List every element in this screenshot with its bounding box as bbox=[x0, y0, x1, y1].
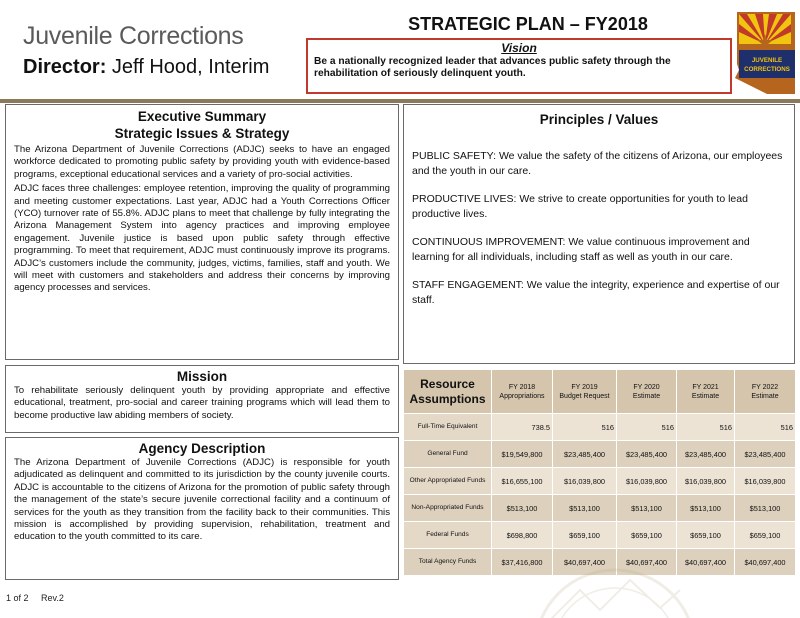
table-row bbox=[404, 468, 796, 495]
logo-text-line1: JUVENILE bbox=[751, 57, 783, 64]
agency-name: Juvenile Corrections bbox=[23, 22, 244, 50]
vision-box bbox=[306, 38, 732, 94]
agency-description-text: The Arizona Department of Juvenile Corrections (ADJC) is responsible for youth adjudicated as delinquent and committed to its jurisdiction by the county juvenile courts. ADJC is accountable to the citizens of Arizona for the promotion of public safety through the management of the state’s secure juvenile correctional facility and a continuum of services for the youth as they transition from the facility back to their communities. This mission is accomplished by providing supervision, rehabilitation, treatment and education to the youth committed to its care. bbox=[14, 457, 390, 543]
table-cell: $23,485,400 bbox=[553, 441, 617, 468]
table-cell: $513,100 bbox=[677, 495, 735, 522]
agency-description-title: Agency Description bbox=[138, 441, 266, 456]
principle-productive-lives: PRODUCTIVE LIVES: We strive to create opportunities for youth to lead productive lives. bbox=[412, 193, 748, 220]
vision-title: Vision bbox=[501, 41, 537, 55]
table-cell: 738.5 bbox=[492, 414, 553, 441]
table-cell: $659,100 bbox=[617, 522, 677, 549]
executive-summary-panel bbox=[5, 104, 399, 360]
table-cell: $16,655,100 bbox=[492, 468, 553, 495]
executive-summary-paragraph-1: The Arizona Department of Juvenile Corrections (ADJC) seeks to have an engaged workforce dedicated to promoting public safety by providing youth with evidence-based programs, exceptional educational services and a variety of pro-social activities. bbox=[14, 144, 390, 180]
table-cell: $513,100 bbox=[553, 495, 617, 522]
table-cell: $37,416,800 bbox=[492, 549, 553, 576]
table-cell: $659,100 bbox=[677, 522, 735, 549]
table-cell: $23,485,400 bbox=[735, 441, 796, 468]
plan-title: STRATEGIC PLAN – FY2018 bbox=[408, 14, 648, 34]
agency-description-panel bbox=[5, 437, 399, 580]
row-label: Other Appropriated Funds bbox=[404, 468, 492, 495]
mission-text: To rehabilitate seriously delinquent youth by providing appropriate and effective educational, treatment, pro-social and career training programs which will lead them to become productive law abiding members of society. bbox=[14, 385, 390, 421]
table-header-row bbox=[404, 370, 796, 414]
table-cell: $659,100 bbox=[735, 522, 796, 549]
resource-assumptions-table bbox=[403, 369, 796, 576]
table-cell: $23,485,400 bbox=[617, 441, 677, 468]
table-cell: $659,100 bbox=[553, 522, 617, 549]
principles-panel bbox=[403, 104, 795, 364]
table-row bbox=[404, 441, 796, 468]
column-header: FY 2020 Estimate bbox=[617, 370, 677, 414]
table-cell: 516 bbox=[553, 414, 617, 441]
table-cell: $40,697,400 bbox=[677, 549, 735, 576]
seal-watermark bbox=[430, 560, 800, 618]
row-label: Federal Funds bbox=[404, 522, 492, 549]
row-label: Non-Appropriated Funds bbox=[404, 495, 492, 522]
column-header: FY 2021 Estimate bbox=[677, 370, 735, 414]
director-line bbox=[23, 56, 269, 79]
table-cell: 516 bbox=[617, 414, 677, 441]
table-row bbox=[404, 522, 796, 549]
principles-title: Principles / Values bbox=[539, 112, 659, 127]
table-cell: $16,039,800 bbox=[553, 468, 617, 495]
table-cell: $513,100 bbox=[735, 495, 796, 522]
executive-summary-paragraph-2: ADJC faces three challenges: employee retention, improving the quality of programming and meeting customer expectations. Last year, ADJC had a Youth Corrections Officer (YCO) turnover rate of 55.8%. ADJC plans to meet that challenge by fully integrating the Arizona Management System into agency practices and improving employee engagement. Juvenile justice is based upon public safety through effective programming. To meet that requirement, ADJC must continuously improve its programs. ADJC’s customers include the community, judges, victims, families, staff and youth. We will meet with customers and stakeholders and address their concerns by improving agency processes and services. bbox=[14, 183, 390, 294]
logo-text-line2: CORRECTIONS bbox=[744, 66, 790, 73]
row-label: General Fund bbox=[404, 441, 492, 468]
row-label: Full-Time Equivalent bbox=[404, 414, 492, 441]
table-cell: $40,697,400 bbox=[553, 549, 617, 576]
table-cell: $513,100 bbox=[617, 495, 677, 522]
principle-continuous-improvement: CONTINUOUS IMPROVEMENT: We value continuous improvement and learning for all individuals, including staff as well as youth in our care. bbox=[412, 236, 750, 263]
row-label: Total Agency Funds bbox=[404, 549, 492, 576]
table-cell: 516 bbox=[735, 414, 796, 441]
table-row bbox=[404, 495, 796, 522]
column-header: FY 2018 Appropriations bbox=[492, 370, 553, 414]
executive-summary-subtitle: Strategic Issues & Strategy bbox=[114, 126, 290, 141]
table-cell: $513,100 bbox=[492, 495, 553, 522]
page-number: 1 of 2 bbox=[6, 593, 29, 603]
table-cell: $23,485,400 bbox=[677, 441, 735, 468]
revision-label: Rev.2 bbox=[41, 593, 64, 603]
table-cell: $40,697,400 bbox=[735, 549, 796, 576]
logo-banner bbox=[739, 50, 795, 78]
table-cell: $698,800 bbox=[492, 522, 553, 549]
table-cell: 516 bbox=[677, 414, 735, 441]
mission-panel bbox=[5, 365, 399, 433]
table-cell: $40,697,400 bbox=[617, 549, 677, 576]
header-divider bbox=[0, 99, 800, 103]
principle-public-safety: PUBLIC SAFETY: We value the safety of the citizens of Arizona, our employees and the youth in our care. bbox=[412, 150, 783, 177]
resource-assumptions-header: Resource Assumptions bbox=[404, 370, 492, 414]
column-header: FY 2019 Budget Request bbox=[553, 370, 617, 414]
column-header: FY 2022 Estimate bbox=[735, 370, 796, 414]
table-row bbox=[404, 414, 796, 441]
executive-summary-title: Executive Summary bbox=[137, 109, 267, 124]
vision-text: Be a nationally recognized leader that advances public safety through the rehabilitation of seriously delinquent youth. bbox=[314, 56, 671, 79]
director-name: Jeff Hood, Interim bbox=[111, 56, 270, 78]
mission-title: Mission bbox=[176, 369, 228, 384]
table-cell: $16,039,800 bbox=[677, 468, 735, 495]
table-cell: $16,039,800 bbox=[735, 468, 796, 495]
director-label: Director: bbox=[23, 56, 107, 78]
arizona-state-logo bbox=[733, 10, 799, 96]
table-cell: $16,039,800 bbox=[617, 468, 677, 495]
principle-staff-engagement: STAFF ENGAGEMENT: We value the integrity, experience and expertise of our staff. bbox=[412, 279, 780, 306]
table-cell: $19,549,800 bbox=[492, 441, 553, 468]
footer bbox=[6, 593, 74, 603]
